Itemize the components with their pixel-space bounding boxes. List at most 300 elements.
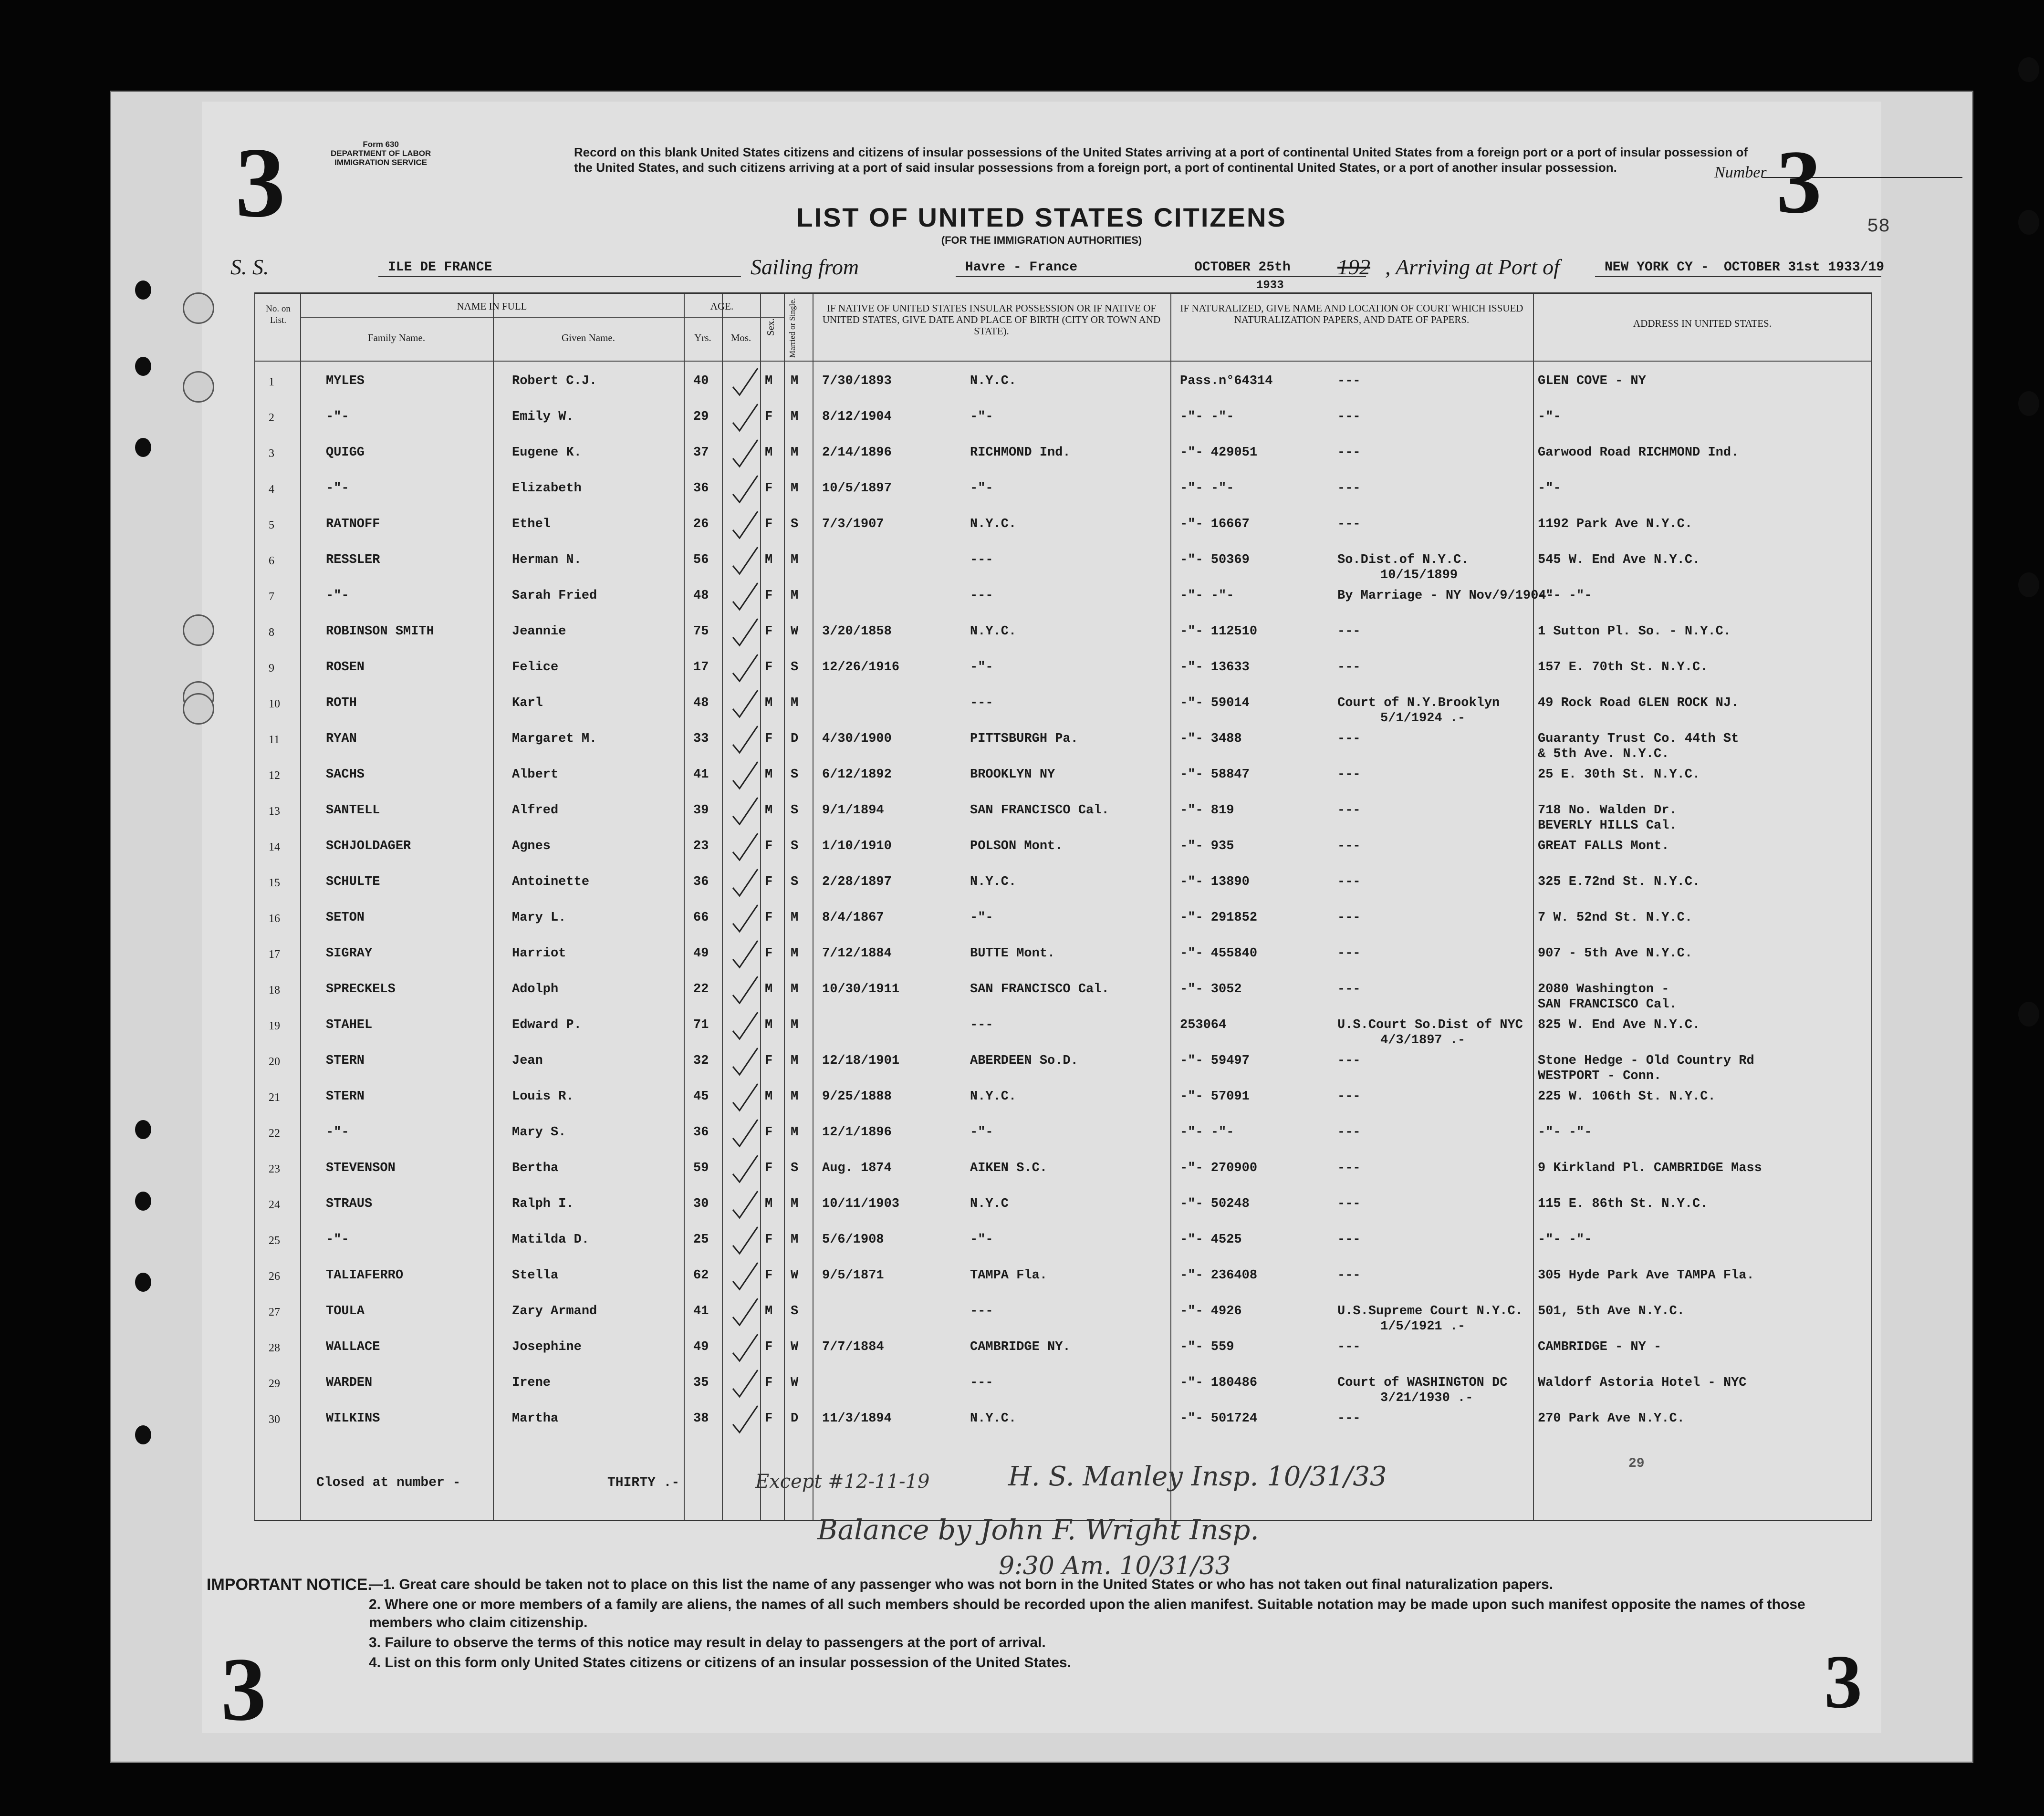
family-name: SETON — [326, 911, 365, 925]
checkmark-icon — [729, 1117, 762, 1152]
header-native: IF NATIVE OF UNITED STATES INSULAR POSSESSION OR IF NATIVE OF UNITED STATES, GIVE DATE AND PLACE OF BIRTH (CITY OR TOWN AND STATE). — [822, 302, 1161, 337]
age-years: 48 — [693, 696, 709, 710]
birth-place: BUTTE Mont. — [970, 946, 1055, 961]
page-stamp: 58 — [1867, 216, 1890, 238]
address: CAMBRIDGE - NY - — [1538, 1340, 1662, 1354]
given-name: Elizabeth — [512, 481, 582, 496]
address: 501, 5th Ave N.Y.C. — [1538, 1304, 1685, 1318]
naturalization-court: --- — [1337, 982, 1361, 996]
naturalization-cert: -"- 13633 — [1180, 660, 1250, 675]
birth-date: 1/10/1910 — [822, 839, 892, 853]
page-mark: 29 — [1628, 1456, 1645, 1471]
birth-date: 8/4/1867 — [822, 911, 884, 925]
naturalization-cert: -"- 13890 — [1180, 875, 1250, 889]
family-name: SACHS — [326, 768, 365, 782]
arriving-date: OCTOBER 31st 1933/19 — [1724, 260, 1885, 275]
sex: F — [765, 1161, 773, 1175]
naturalization-court: U.S.Court So.Dist of NYC — [1337, 1018, 1523, 1032]
table-row — [254, 365, 1872, 401]
sex: F — [765, 911, 773, 925]
naturalization-court: --- — [1337, 1233, 1361, 1247]
address: Stone Hedge - Old Country Rd — [1538, 1054, 1754, 1068]
naturalization-cert: -"- -"- — [1180, 410, 1234, 424]
age-years: 62 — [693, 1268, 709, 1283]
page-title: LIST OF UNITED STATES CITIZENS — [796, 202, 1287, 232]
number-label: Number — [1714, 164, 1767, 181]
given-name: Sarah Fried — [512, 589, 597, 603]
table-row — [254, 1367, 1872, 1403]
birth-date: 2/14/1896 — [822, 446, 892, 460]
given-name: Jeannie — [512, 624, 566, 639]
family-name: WARDEN — [326, 1376, 373, 1390]
sex: M — [765, 696, 773, 710]
birth-place: TAMPA Fla. — [970, 1268, 1048, 1283]
age-years: 41 — [693, 768, 709, 782]
marital-status: M — [791, 1054, 799, 1068]
checkmark-icon — [729, 1224, 762, 1260]
checkmark-icon — [729, 365, 762, 401]
voyage-line — [230, 254, 1885, 292]
age-years: 33 — [693, 732, 709, 746]
naturalization-cert: -"- 16667 — [1180, 517, 1250, 531]
birth-place: --- — [970, 1304, 993, 1318]
birth-place: CAMBRIDGE NY. — [970, 1340, 1071, 1354]
checkmark-icon — [729, 1260, 762, 1296]
address: GLEN COVE - NY — [1538, 374, 1646, 388]
naturalization-cert: Pass.n°64314 — [1180, 374, 1273, 388]
given-name: Jean — [512, 1054, 543, 1068]
address: -"- -"- — [1538, 1233, 1592, 1247]
age-years: 59 — [693, 1161, 709, 1175]
checkmark-icon — [729, 1296, 762, 1331]
age-years: 41 — [693, 1304, 709, 1318]
row-number: 23 — [269, 1163, 280, 1175]
marital-status: M — [791, 982, 799, 996]
sex: F — [765, 481, 773, 496]
birth-place: -"- — [970, 660, 993, 675]
family-name: TOULA — [326, 1304, 365, 1318]
row-number: 30 — [269, 1413, 280, 1426]
table-row — [254, 1009, 1872, 1048]
row-number: 28 — [269, 1342, 280, 1354]
family-name: -"- — [326, 481, 349, 496]
address-line-2: BEVERLY HILLS Cal. — [1538, 819, 1677, 833]
birth-place: RICHMOND Ind. — [970, 446, 1071, 460]
checkmark-icon — [729, 902, 762, 938]
family-name: ROTH — [326, 696, 357, 710]
manifest-sheet — [110, 91, 1973, 1763]
naturalization-court: --- — [1337, 624, 1361, 639]
table-row — [254, 974, 1872, 1012]
checkmark-icon — [729, 1045, 762, 1081]
sex: M — [765, 1018, 773, 1032]
sex: F — [765, 1233, 773, 1247]
naturalization-cert: -"- 59497 — [1180, 1054, 1250, 1068]
birth-place: POLSON Mont. — [970, 839, 1063, 853]
address: 1192 Park Ave N.Y.C. — [1538, 517, 1693, 531]
sex: F — [765, 589, 773, 603]
checkmark-icon — [729, 1081, 762, 1117]
row-number: 19 — [269, 1020, 280, 1032]
printed-year: 192 — [1337, 255, 1370, 279]
table-row — [254, 1260, 1872, 1296]
birth-place: BROOKLYN NY — [970, 768, 1055, 782]
marital-status: D — [791, 1411, 799, 1426]
checkmark-icon — [729, 473, 762, 508]
row-number: 20 — [269, 1056, 280, 1068]
given-name: Eugene K. — [512, 446, 582, 460]
marital-status: S — [791, 875, 799, 889]
checkmark-icon — [729, 687, 762, 723]
birth-date: 7/12/1884 — [822, 946, 892, 961]
sex: M — [765, 374, 773, 388]
age-years: 36 — [693, 1125, 709, 1140]
row-number: 1 — [269, 376, 274, 388]
given-name: Matilda D. — [512, 1233, 590, 1247]
naturalization-cert: -"- 4525 — [1180, 1233, 1242, 1247]
table-row — [254, 437, 1872, 473]
age-years: 56 — [693, 553, 709, 567]
given-name: Robert C.J. — [512, 374, 597, 388]
naturalization-court: --- — [1337, 803, 1361, 818]
family-name: SCHJOLDAGER — [326, 839, 411, 853]
age-years: 36 — [693, 875, 709, 889]
checkmark-icon — [729, 1403, 762, 1439]
family-name: STEVENSON — [326, 1161, 396, 1175]
birth-date: 6/12/1892 — [822, 768, 892, 782]
address-line-2: SAN FRANCISCO Cal. — [1538, 997, 1677, 1012]
given-name: Zary Armand — [512, 1304, 597, 1318]
marital-status: M — [791, 481, 799, 496]
row-number: 7 — [269, 591, 274, 603]
sex: F — [765, 1054, 773, 1068]
binder-hole — [2018, 391, 2039, 416]
marital-status: W — [791, 1268, 799, 1283]
birth-place: --- — [970, 696, 993, 710]
given-name: Ethel — [512, 517, 551, 531]
balance-signature: Balance by John F. Wright Insp. — [817, 1514, 1259, 1546]
age-years: 22 — [693, 982, 709, 996]
birth-date: 12/18/1901 — [822, 1054, 900, 1068]
marital-status: M — [791, 1197, 799, 1211]
naturalization-cert: -"- -"- — [1180, 481, 1234, 496]
checkmark-icon — [729, 616, 762, 652]
given-name: Alfred — [512, 803, 559, 818]
marital-status: M — [791, 946, 799, 961]
page-hole — [183, 614, 214, 646]
marital-status: W — [791, 624, 799, 639]
form-id: Form 630 DEPARTMENT OF LABOR IMMIGRATION SERVICE — [331, 140, 431, 167]
birth-place: --- — [970, 589, 993, 603]
age-years: 37 — [693, 446, 709, 460]
naturalization-court: --- — [1337, 768, 1361, 782]
sex: M — [765, 982, 773, 996]
birth-place: N.Y.C. — [970, 374, 1017, 388]
checkmark-icon — [729, 723, 762, 759]
corner-number-bottom-left: 3 — [221, 1640, 266, 1740]
sex: M — [765, 446, 773, 460]
table-row — [254, 1045, 1872, 1081]
sex: M — [765, 768, 773, 782]
family-name: ROSEN — [326, 660, 365, 675]
address: 545 W. End Ave N.Y.C. — [1538, 553, 1700, 567]
age-years: 75 — [693, 624, 709, 639]
sex: M — [765, 803, 773, 818]
table-row — [254, 866, 1872, 902]
table-row — [254, 652, 1872, 687]
marital-status: M — [791, 446, 799, 460]
sex: F — [765, 839, 773, 853]
header-given-name: Given Name. — [562, 332, 615, 343]
marital-status: W — [791, 1340, 799, 1354]
checkmark-icon — [729, 1367, 762, 1403]
address: 907 - 5th Ave N.Y.C. — [1538, 946, 1693, 961]
table-row — [254, 616, 1872, 652]
checkmark-icon — [729, 580, 762, 616]
header-naturalized: IF NATURALIZED, GIVE NAME AND LOCATION OF COURT WHICH ISSUED NATURALIZATION PAPERS, AND DATE OF PAPERS. — [1180, 302, 1523, 325]
naturalization-cert: -"- 50248 — [1180, 1197, 1250, 1211]
naturalization-court: By Marriage - NY Nov/9/1904- — [1337, 589, 1554, 603]
birth-date: 7/30/1893 — [822, 374, 892, 388]
naturalization-cert: -"- 58847 — [1180, 768, 1250, 782]
family-name: -"- — [326, 589, 349, 603]
age-years: 35 — [693, 1376, 709, 1390]
sex: F — [765, 517, 773, 531]
birth-date: 10/5/1897 — [822, 481, 892, 496]
sailing-from: Havre - France — [965, 260, 1078, 275]
naturalization-cert: -"- -"- — [1180, 589, 1234, 603]
naturalization-court: --- — [1337, 446, 1361, 460]
naturalization-court: --- — [1337, 1161, 1361, 1175]
age-years: 23 — [693, 839, 709, 853]
sex: F — [765, 660, 773, 675]
naturalization-cert: -"- 501724 — [1180, 1411, 1258, 1426]
naturalization-court: --- — [1337, 911, 1361, 925]
page-subtitle: (FOR THE IMMIGRATION AUTHORITIES) — [941, 234, 1142, 246]
age-years: 36 — [693, 481, 709, 496]
family-name: WILKINS — [326, 1411, 380, 1426]
punch-hole — [135, 438, 151, 457]
age-years: 39 — [693, 803, 709, 818]
address: 49 Rock Road GLEN ROCK NJ. — [1538, 696, 1739, 710]
naturalization-court: --- — [1337, 1197, 1361, 1211]
family-name: SCHULTE — [326, 875, 380, 889]
age-years: 71 — [693, 1018, 709, 1032]
family-name: WALLACE — [326, 1340, 380, 1354]
birth-date: 12/26/1916 — [822, 660, 900, 675]
given-name: Mary S. — [512, 1125, 566, 1140]
naturalization-date: 3/21/1930 .- — [1380, 1391, 1473, 1405]
birth-place: --- — [970, 1018, 993, 1032]
age-years: 26 — [693, 517, 709, 531]
birth-place: N.Y.C — [970, 1197, 1009, 1211]
marital-status: S — [791, 1304, 799, 1318]
birth-date: 12/1/1896 — [822, 1125, 892, 1140]
birth-place: -"- — [970, 1125, 993, 1140]
inspector-signature: H. S. Manley Insp. 10/31/33 — [1008, 1461, 1387, 1492]
family-name: -"- — [326, 1233, 349, 1247]
marital-status: M — [791, 1090, 799, 1104]
address: 25 E. 30th St. N.Y.C. — [1538, 768, 1700, 782]
checkmark-icon — [729, 1331, 762, 1367]
birth-place: --- — [970, 1376, 993, 1390]
marital-status: M — [791, 1018, 799, 1032]
family-name: STRAUS — [326, 1197, 373, 1211]
row-number: 8 — [269, 626, 274, 639]
birth-place: -"- — [970, 481, 993, 496]
given-name: Martha — [512, 1411, 559, 1426]
header-sex: Sex. — [765, 318, 776, 336]
address-line-2: WESTPORT - Conn. — [1538, 1069, 1662, 1083]
checkmark-icon — [729, 652, 762, 687]
row-number: 27 — [269, 1306, 280, 1318]
table-row — [254, 723, 1872, 759]
row-number: 17 — [269, 948, 280, 961]
naturalization-court: --- — [1337, 374, 1361, 388]
family-name: -"- — [326, 1125, 349, 1140]
birth-place: PITTSBURGH Pa. — [970, 732, 1078, 746]
naturalization-cert: -"- 3488 — [1180, 732, 1242, 746]
sex: F — [765, 1376, 773, 1390]
page-hole — [183, 292, 214, 324]
marital-status: M — [791, 553, 799, 567]
row-number: 4 — [269, 483, 274, 496]
given-name: Bertha — [512, 1161, 559, 1175]
given-name: Louis R. — [512, 1090, 574, 1104]
ss-label: S. S. — [230, 255, 269, 279]
birth-place: -"- — [970, 911, 993, 925]
naturalization-date: 1/5/1921 .- — [1380, 1319, 1466, 1334]
naturalization-court: --- — [1337, 517, 1361, 531]
address: 2080 Washington - — [1538, 982, 1669, 996]
age-years: 32 — [693, 1054, 709, 1068]
address: 1 Sutton Pl. So. - N.Y.C. — [1538, 624, 1731, 639]
closed-value: THIRTY .- — [607, 1475, 680, 1490]
table-row — [254, 759, 1872, 795]
row-number: 10 — [269, 698, 280, 710]
age-years: 17 — [693, 660, 709, 675]
table-row — [254, 795, 1872, 833]
sex: F — [765, 1411, 773, 1426]
marital-status: M — [791, 374, 799, 388]
address: -"- -"- — [1538, 589, 1592, 603]
family-name: SIGRAY — [326, 946, 373, 961]
row-number: 14 — [269, 841, 280, 853]
address: 270 Park Ave N.Y.C. — [1538, 1411, 1685, 1426]
naturalization-date: 4/3/1897 .- — [1380, 1033, 1466, 1048]
age-years: 48 — [693, 589, 709, 603]
naturalization-court: So.Dist.of N.Y.C. — [1337, 553, 1469, 567]
marital-status: M — [791, 911, 799, 925]
naturalization-cert: -"- 3052 — [1180, 982, 1242, 996]
birth-place: SAN FRANCISCO Cal. — [970, 803, 1109, 818]
row-number: 6 — [269, 555, 274, 567]
sex: M — [765, 553, 773, 567]
birth-date: 4/30/1900 — [822, 732, 892, 746]
address: 225 W. 106th St. N.Y.C. — [1538, 1090, 1716, 1104]
punch-hole — [135, 280, 151, 300]
age-years: 49 — [693, 1340, 709, 1354]
table-row — [254, 830, 1872, 866]
table-row — [254, 1296, 1872, 1334]
row-number: 22 — [269, 1127, 280, 1140]
punch-hole — [135, 1273, 151, 1292]
naturalization-cert: -"- 59014 — [1180, 696, 1250, 710]
important-notice-label: IMPORTANT NOTICE. — [207, 1576, 372, 1594]
punch-hole — [135, 1425, 151, 1444]
ship-name: ILE DE FRANCE — [388, 260, 492, 275]
sailing-date: OCTOBER 25th — [1194, 260, 1291, 275]
naturalization-cert: -"- 429051 — [1180, 446, 1258, 460]
checkmark-icon — [729, 437, 762, 473]
marital-status: S — [791, 803, 799, 818]
given-name: Albert — [512, 768, 559, 782]
row-number: 21 — [269, 1091, 280, 1104]
naturalization-court: --- — [1337, 875, 1361, 889]
given-name: Emily W. — [512, 410, 574, 424]
birth-date: 11/3/1894 — [822, 1411, 892, 1426]
list-number: 3 — [1776, 132, 1822, 232]
table-row — [254, 401, 1872, 437]
age-years: 49 — [693, 946, 709, 961]
sex: F — [765, 1340, 773, 1354]
form-instructions: Record on this blank United States citizens and citizens of insular possessions of the United States arriving at a port of continental United States from a foreign port or a port of insular possession of the United States, and such citizens arriving at a port of said insular possessions from a foreign port, a port of continental United States, or a port of another insular possession. — [574, 145, 1748, 175]
given-name: Felice — [512, 660, 559, 675]
row-number: 9 — [269, 662, 274, 675]
birth-date: 7/3/1907 — [822, 517, 884, 531]
naturalization-court: --- — [1337, 1268, 1361, 1283]
family-name: SANTELL — [326, 803, 380, 818]
naturalization-court: --- — [1337, 1125, 1361, 1140]
naturalization-cert: -"- 50369 — [1180, 553, 1250, 567]
sex: M — [765, 1090, 773, 1104]
birth-place: -"- — [970, 410, 993, 424]
family-name: RYAN — [326, 732, 357, 746]
header-no: No. on List. — [266, 304, 291, 325]
birth-date: Aug. 1874 — [822, 1161, 892, 1175]
naturalization-cert: -"- 180486 — [1180, 1376, 1258, 1390]
naturalization-cert: -"- 819 — [1180, 803, 1234, 818]
naturalization-cert: -"- 236408 — [1180, 1268, 1258, 1283]
birth-place: -"- — [970, 1233, 993, 1247]
passenger-table — [254, 292, 1872, 1521]
header-married: Married or Single. — [788, 298, 797, 358]
checkmark-icon — [729, 508, 762, 544]
sex: F — [765, 624, 773, 639]
table-row — [254, 938, 1872, 974]
table-row — [254, 473, 1872, 508]
given-name: Harriot — [512, 946, 566, 961]
age-years: 66 — [693, 911, 709, 925]
marital-status: W — [791, 1376, 799, 1390]
row-number: 2 — [269, 412, 274, 424]
page-hole — [183, 371, 214, 403]
marital-status: S — [791, 660, 799, 675]
birth-place: N.Y.C. — [970, 875, 1017, 889]
address: 115 E. 86th St. N.Y.C. — [1538, 1197, 1708, 1211]
address: 825 W. End Ave N.Y.C. — [1538, 1018, 1700, 1032]
birth-place: N.Y.C. — [970, 1411, 1017, 1426]
checkmark-icon — [729, 544, 762, 580]
naturalization-cert: 253064 — [1180, 1018, 1227, 1032]
naturalization-cert: -"- 559 — [1180, 1340, 1234, 1354]
birth-date: 9/1/1894 — [822, 803, 884, 818]
marital-status: M — [791, 410, 799, 424]
birth-place: N.Y.C. — [970, 1090, 1017, 1104]
address: -"- -"- — [1538, 1125, 1592, 1140]
family-name: MYLES — [326, 374, 365, 388]
birth-date: 9/5/1871 — [822, 1268, 884, 1283]
